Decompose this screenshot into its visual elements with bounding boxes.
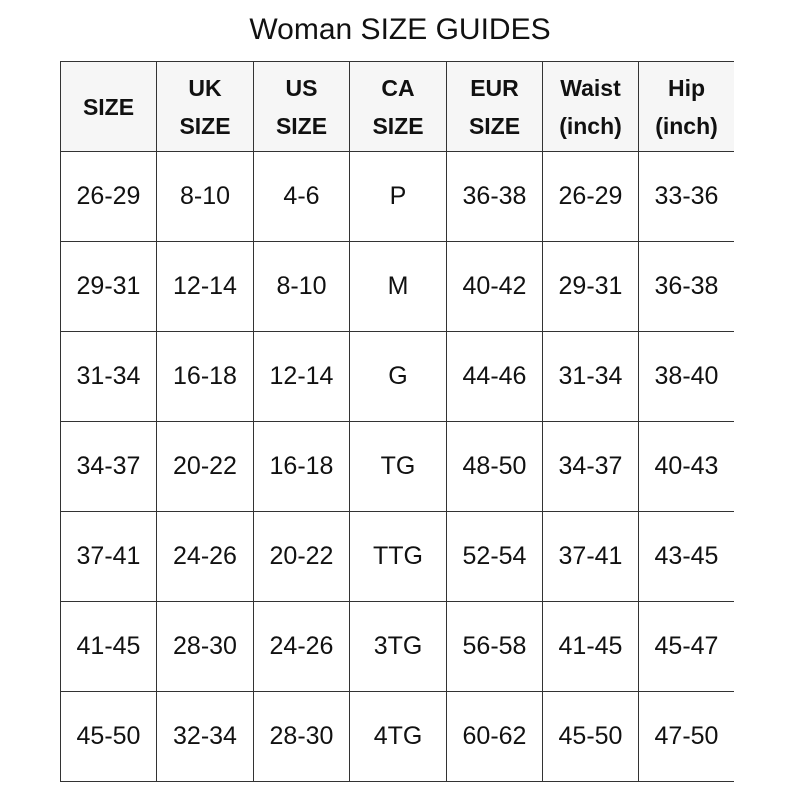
cell-size: 37-41 bbox=[61, 512, 157, 602]
cell-eur-size: 56-58 bbox=[447, 602, 543, 692]
cell-uk-size: 8-10 bbox=[157, 152, 254, 242]
header-us-size bbox=[254, 62, 350, 152]
header-waist bbox=[543, 62, 639, 152]
table-row bbox=[61, 602, 735, 692]
cell-waist: 29-31 bbox=[543, 242, 639, 332]
header-hip-line1: Hip bbox=[667, 74, 706, 101]
cell-ca-size: TTG bbox=[350, 512, 447, 602]
page-title: Woman SIZE GUIDES bbox=[249, 13, 551, 46]
header-uk-size-line1: UK bbox=[188, 74, 222, 101]
cell-size: 34-37 bbox=[61, 422, 157, 512]
table-row bbox=[61, 152, 735, 242]
cell-hip: 45-47 bbox=[639, 602, 735, 692]
cell-hip: 36-38 bbox=[639, 242, 735, 332]
header-waist-line1: Waist bbox=[560, 74, 621, 101]
cell-eur-size: 52-54 bbox=[447, 512, 543, 602]
header-ca-size-line1: CA bbox=[381, 74, 415, 101]
header-hip bbox=[639, 62, 735, 152]
cell-waist: 45-50 bbox=[543, 692, 639, 782]
header-waist-line2: (inch) bbox=[559, 112, 622, 139]
table-row bbox=[61, 512, 735, 602]
cell-hip: 40-43 bbox=[639, 422, 735, 512]
cell-uk-size: 12-14 bbox=[157, 242, 254, 332]
cell-waist: 26-29 bbox=[543, 152, 639, 242]
cell-hip: 43-45 bbox=[639, 512, 735, 602]
cell-us-size: 12-14 bbox=[254, 332, 350, 422]
cell-uk-size: 16-18 bbox=[157, 332, 254, 422]
cell-ca-size: P bbox=[350, 152, 447, 242]
cell-size: 45-50 bbox=[61, 692, 157, 782]
cell-us-size: 24-26 bbox=[254, 602, 350, 692]
cell-waist: 31-34 bbox=[543, 332, 639, 422]
header-size-label: SIZE bbox=[82, 93, 135, 120]
header-uk-size-line2: SIZE bbox=[179, 112, 231, 139]
cell-uk-size: 24-26 bbox=[157, 512, 254, 602]
table-row bbox=[61, 422, 735, 512]
cell-uk-size: 32-34 bbox=[157, 692, 254, 782]
header-eur-size-line2: SIZE bbox=[468, 112, 521, 139]
cell-size: 41-45 bbox=[61, 602, 157, 692]
cell-hip: 47-50 bbox=[639, 692, 735, 782]
cell-ca-size: G bbox=[350, 332, 447, 422]
cell-ca-size: 4TG bbox=[350, 692, 447, 782]
cell-ca-size: 3TG bbox=[350, 602, 447, 692]
cell-ca-size: TG bbox=[350, 422, 447, 512]
header-size bbox=[61, 62, 157, 152]
cell-uk-size: 28-30 bbox=[157, 602, 254, 692]
cell-waist: 34-37 bbox=[543, 422, 639, 512]
cell-us-size: 4-6 bbox=[254, 152, 350, 242]
cell-eur-size: 36-38 bbox=[447, 152, 543, 242]
cell-eur-size: 40-42 bbox=[447, 242, 543, 332]
cell-size: 29-31 bbox=[61, 242, 157, 332]
cell-waist: 37-41 bbox=[543, 512, 639, 602]
table-row bbox=[61, 692, 735, 782]
header-eur-size-line1: EUR bbox=[470, 74, 519, 101]
cell-hip: 38-40 bbox=[639, 332, 735, 422]
size-guide-table-container bbox=[60, 61, 734, 786]
table-row bbox=[61, 332, 735, 422]
table-row bbox=[61, 242, 735, 332]
size-guide-table bbox=[60, 61, 734, 782]
cell-ca-size: M bbox=[350, 242, 447, 332]
header-ca-size-line2: SIZE bbox=[372, 112, 424, 139]
header-hip-line2: (inch) bbox=[655, 112, 718, 139]
cell-uk-size: 20-22 bbox=[157, 422, 254, 512]
cell-hip: 33-36 bbox=[639, 152, 735, 242]
cell-us-size: 20-22 bbox=[254, 512, 350, 602]
cell-size: 31-34 bbox=[61, 332, 157, 422]
header-eur-size bbox=[447, 62, 543, 152]
cell-us-size: 16-18 bbox=[254, 422, 350, 512]
header-us-size-line2: SIZE bbox=[275, 112, 328, 139]
cell-us-size: 28-30 bbox=[254, 692, 350, 782]
header-uk-size bbox=[157, 62, 254, 152]
cell-us-size: 8-10 bbox=[254, 242, 350, 332]
header-row bbox=[61, 62, 735, 152]
cell-waist: 41-45 bbox=[543, 602, 639, 692]
cell-size: 26-29 bbox=[61, 152, 157, 242]
cell-eur-size: 44-46 bbox=[447, 332, 543, 422]
cell-eur-size: 60-62 bbox=[447, 692, 543, 782]
header-us-size-line1: US bbox=[285, 74, 318, 101]
cell-eur-size: 48-50 bbox=[447, 422, 543, 512]
header-ca-size bbox=[350, 62, 447, 152]
